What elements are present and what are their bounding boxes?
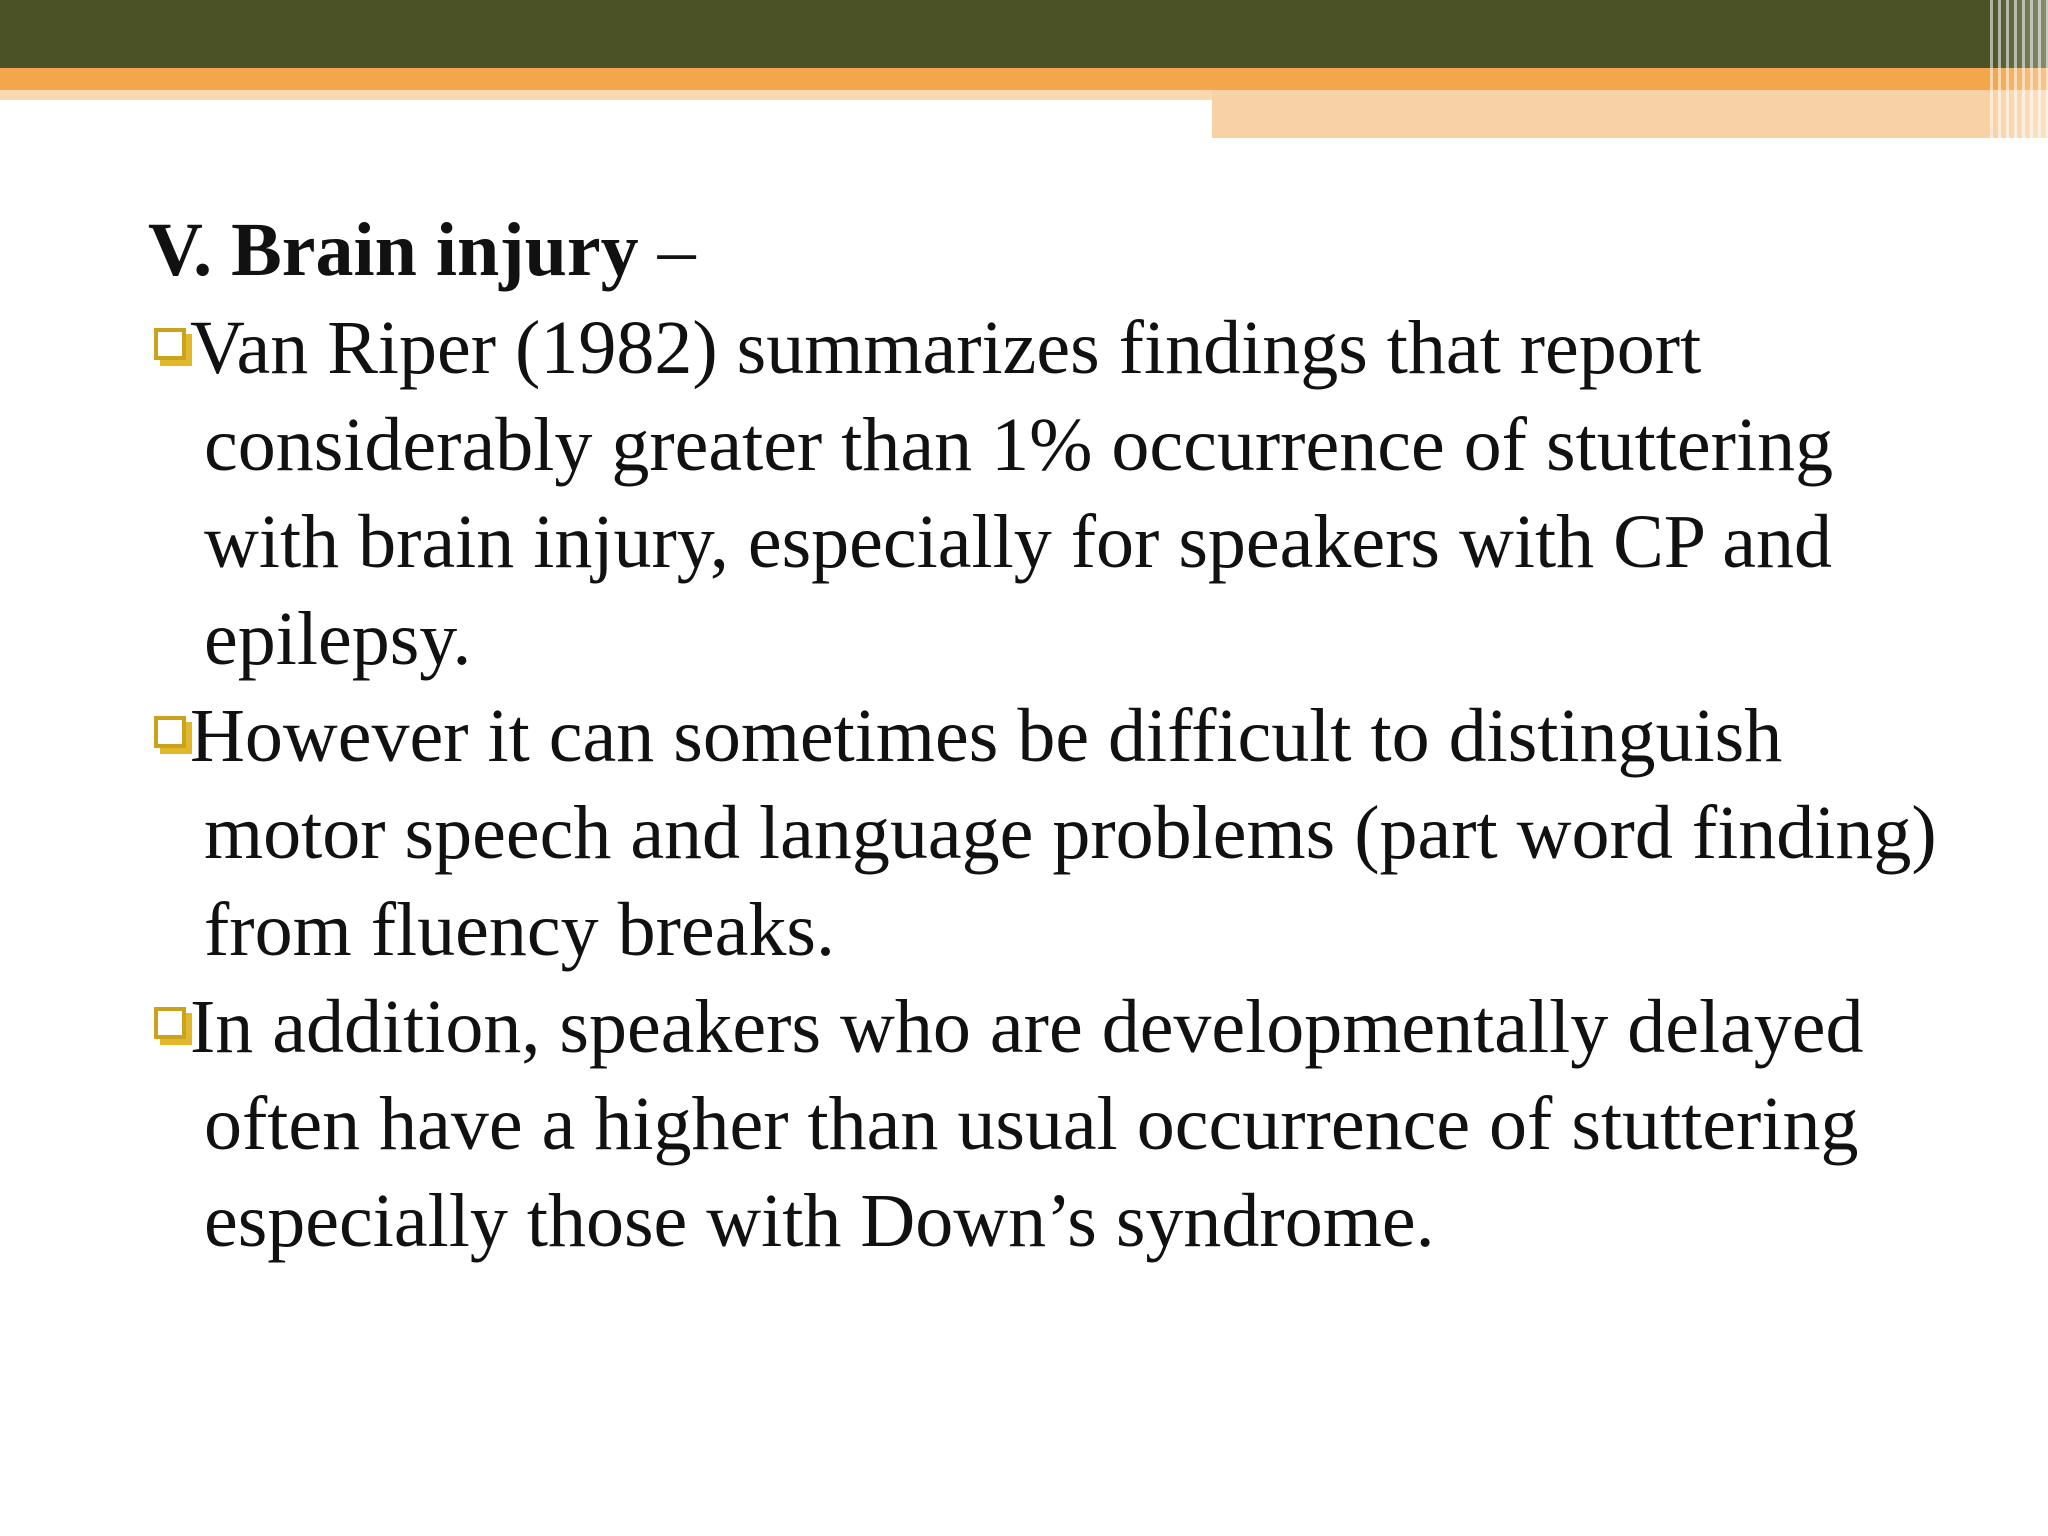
slide-heading (148, 200, 1948, 300)
bullet-text-1: Van Riper (1982) summarizes findings that report considerably greater than 1% occurrence of stuttering with brain injury, especially for speakers with CP and epilepsy. (190, 306, 1834, 681)
header-band-light-left (0, 90, 1212, 100)
bullet-text-3: In addition, speakers who are developmentally delayed often have a higher than usual occurrence of stuttering especially those with Down’s syndrome. (190, 985, 1864, 1263)
header-stripes-fade (1990, 0, 2048, 138)
checkbox-square-icon (154, 716, 186, 748)
header-band-light-right (1212, 90, 2048, 138)
header-band-olive (0, 0, 2048, 68)
bullet-item-3 (148, 979, 1948, 1270)
bullet-item-1 (148, 300, 1948, 688)
bullet-item-2 (148, 688, 1948, 979)
checkbox-square-icon (154, 1007, 186, 1039)
header-band-orange (0, 68, 2048, 90)
heading-dash: – (638, 208, 696, 292)
heading-title: V. Brain injury (148, 208, 639, 292)
slide-content (148, 200, 1948, 1270)
checkbox-square-icon (154, 328, 186, 360)
bullet-text-2: However it can sometimes be difficult to distinguish motor speech and language problems (part word finding) from fluency breaks. (190, 694, 1937, 972)
